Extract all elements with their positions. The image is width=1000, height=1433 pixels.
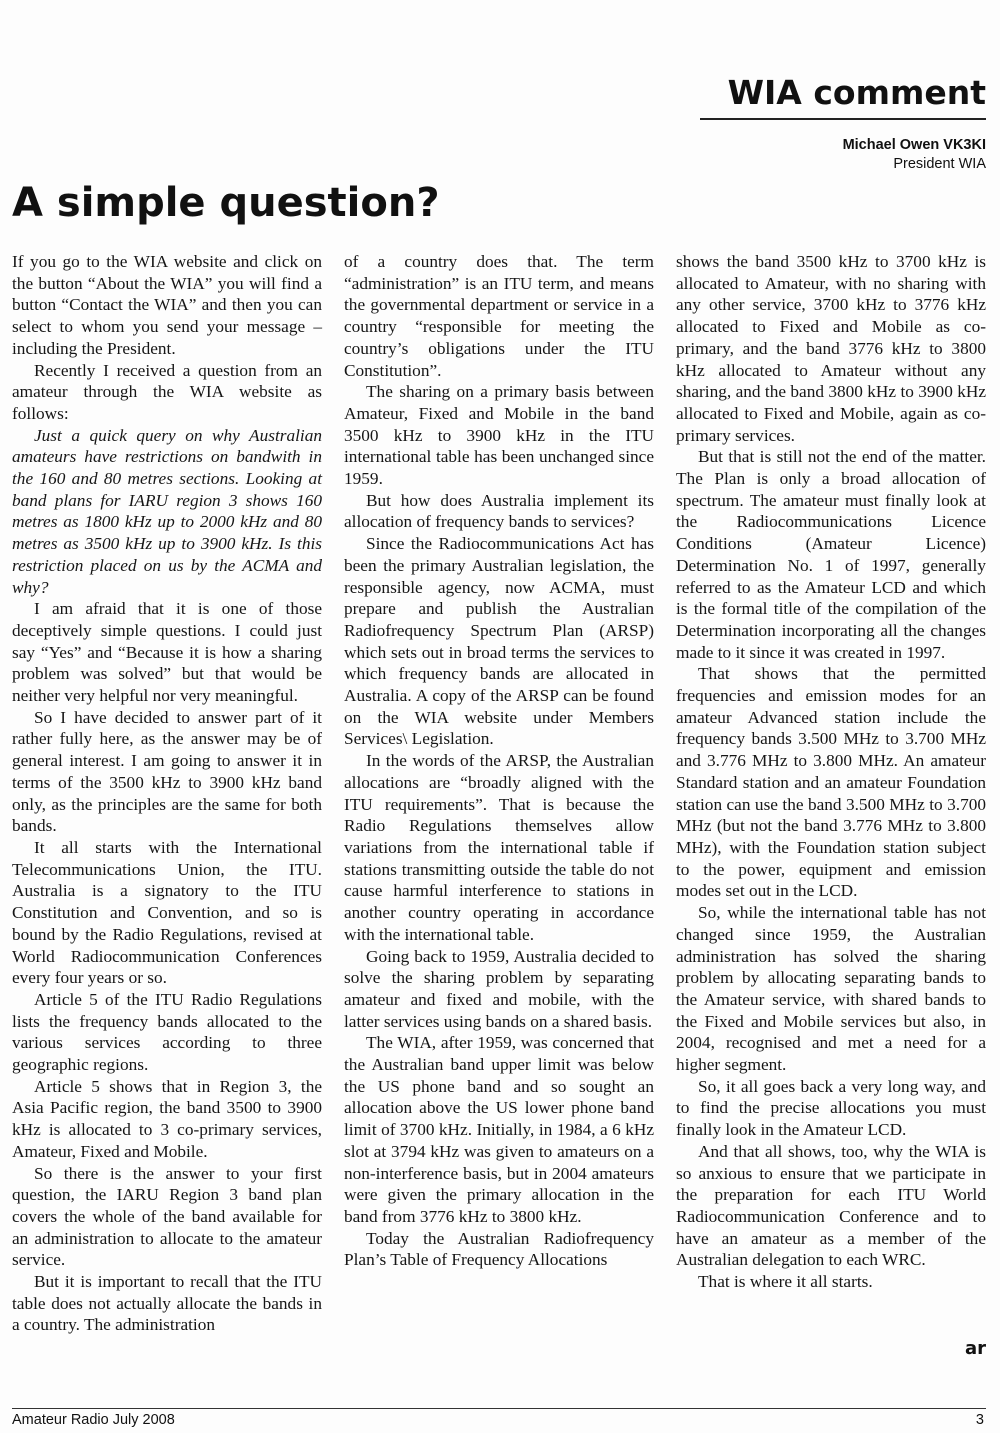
text-column-1 (12, 251, 322, 1336)
author-role: President WIA (893, 156, 986, 172)
paragraph: But it is important to recall that the ITU table does not actually allocate the bands in a country. The administration (12, 1272, 322, 1335)
paragraph: Recently I received a question from an amateur through the WIA website as follows: (12, 360, 322, 423)
quoted-question: Just a quick query on why Australian amateurs have restrictions on bandwith in the 160 and 80 metres sections. Looking at band plans for IARU region 3 shows 160 metres as 1800 kHz up to 2000 kHz and 80 metres as 3500 kHz up to 3900 kHz. Is this restriction placed on us by the ACMA and why? (12, 425, 322, 597)
paragraph: Since the Radiocommunications Act has been the primary Australian legislation, the responsible agency, now ACMA, must prepare and publish the Australian Radiofrequency Spectrum Plan (ARSP) which sets out in broad terms the services to which frequency bands are allocated in Australia. A copy of the ARSP can be found on the WIA website under Members Services\ Legislation. (344, 534, 654, 749)
paragraph: So there is the answer to your first question, the IARU Region 3 band plan covers the whole of the band available for an administration to allocate to the amateur service. (12, 1163, 322, 1270)
footer-page-number: 3 (975, 1412, 984, 1428)
paragraph: If you go to the WIA website and click on the button “About the WIA” you will find a button “Contact the WIA” and then you can select to whom you send your message – including the President. (12, 252, 322, 358)
paragraph: That is where it all starts. (698, 1272, 873, 1292)
section-title: WIA comment (727, 73, 986, 112)
paragraph: That shows that the permitted frequencies and emission modes for an amateur Advanced station include the frequency bands 3.500 MHz to 3.700 MHz and 3.776 MHz to 3.800 MHz. An amateur Standard station and an amateur Foundation station can use the band 3.500 MHz to 3.700 MHz (but not the band 3.776 MHz to 3.800 MHz), with the Foundation station subject to the power, equipment and emission modes set out in the LCD. (676, 664, 986, 901)
paragraph: The sharing on a primary basis between Amateur, Fixed and Mobile in the band 3500 kHz to 3900 kHz in the ITU international table has been unchanged since 1959. (344, 382, 654, 489)
paragraph: It all starts with the International Telecommunications Union, the ITU. Australia is a signatory to the ITU Constitution and Convention, and so is bound by the Radio Regulations, revised at World Radiocommunication Conferences every four years or so. (12, 837, 322, 988)
paragraph: of a country does that. The term “administration” is an ITU term, and means the governmental department or service in a country “responsible for meeting the country’s obligations under the ITU Constitution”. (344, 252, 654, 380)
text-column-3 (676, 251, 986, 1293)
paragraph: shows the band 3500 kHz to 3700 kHz is allocated to Amateur, with no sharing with any other service, 3700 kHz to 3776 kHz allocated to Fixed and Mobile as co-primary, and the band 3776 kHz to 3800 kHz allocated to Amateur without any sharing, and the band 3800 kHz to 3900 kHz allocated to Fixed and Mobile, again as co-primary services. (676, 252, 986, 445)
article-signoff: ar (964, 1338, 986, 1359)
header-rule (700, 118, 986, 120)
text-column-2 (344, 251, 654, 1271)
paragraph: I am afraid that it is one of those deceptively simple questions. I could just say “Yes” and “Because it is how a sharing problem was solved” but that would be neither very helpful nor very meaningful. (12, 599, 322, 706)
paragraph: So I have decided to answer part of it rather fully here, as the answer may be of general interest. I am going to answer it in terms of the 3500 kHz to 3900 kHz band only, as the principles are the same for both bands. (12, 707, 322, 836)
article-headline: A simple question? (12, 180, 440, 226)
paragraph: So, it all goes back a very long way, and to find the precise allocations you must finally look in the Amateur LCD. (676, 1076, 986, 1140)
paragraph: But that is still not the end of the matter. The Plan is only a broad allocation of spectrum. The amateur must finally look at the Radiocommunications Licence Conditions (Amateur Licence) Determination No. 1 of 1997, generally referred to as the Amateur LCD and which is the formal title of the compilation of the Determination incorporating all the changes made to it since it was created in 1997. (676, 447, 986, 662)
paragraph: And that all shows, too, why the WIA is so anxious to ensure that we participate in the preparation for each ITU World Radiocommunication Conference and to have an amateur as a member of the Australian delegation to each WRC. (676, 1141, 986, 1270)
paragraph: Today the Australian Radiofrequency Plan’s Table of Frequency Allocations (344, 1228, 654, 1270)
author-block (843, 136, 986, 174)
author-name: Michael Owen VK3KI (842, 137, 986, 153)
paragraph: The WIA, after 1959, was concerned that the Australian band upper limit was below the US phone band and so sought an allocation above the US lower phone band limit of 3700 kHz. Initially, in 1984, a 6 kHz slot at 3794 kHz was given to amateurs on a non-interference basis, but in 2004 amateurs were given the primary allocation in the band from 3776 kHz to 3800 kHz. (344, 1033, 654, 1226)
footer-publication: Amateur Radio July 2008 (12, 1412, 175, 1428)
footer-rule (12, 1408, 986, 1409)
paragraph: So, while the international table has not changed since 1959, the Australian administration has solved the sharing problem by allocating separating bands to the Amateur service, with shared bands to the Fixed and Mobile services but also, in 2004, recognised and met a need for a higher segment. (676, 903, 986, 1075)
paragraph: Article 5 shows that in Region 3, the Asia Pacific region, the band 3500 to 3900 kHz is allocated to 3 co-primary services, Amateur, Fixed and Mobile. (12, 1076, 322, 1161)
paragraph: Going back to 1959, Australia decided to solve the sharing problem by separating amateur and fixed and mobile, with the latter services using bands on a shared basis. (344, 946, 654, 1031)
paragraph: But how does Australia implement its allocation of frequency bands to services? (344, 490, 654, 532)
paragraph: In the words of the ARSP, the Australian allocations are “broadly aligned with the ITU requirements”. That is because the Radio Regulations themselves allow variations from the international table if stations transmitting outside the table do not cause harmful interference to stations in another country operating in accordance with the international table. (344, 751, 654, 944)
paragraph: Article 5 of the ITU Radio Regulations lists the frequency bands allocated to the various services according to three geographic regions. (12, 989, 322, 1075)
